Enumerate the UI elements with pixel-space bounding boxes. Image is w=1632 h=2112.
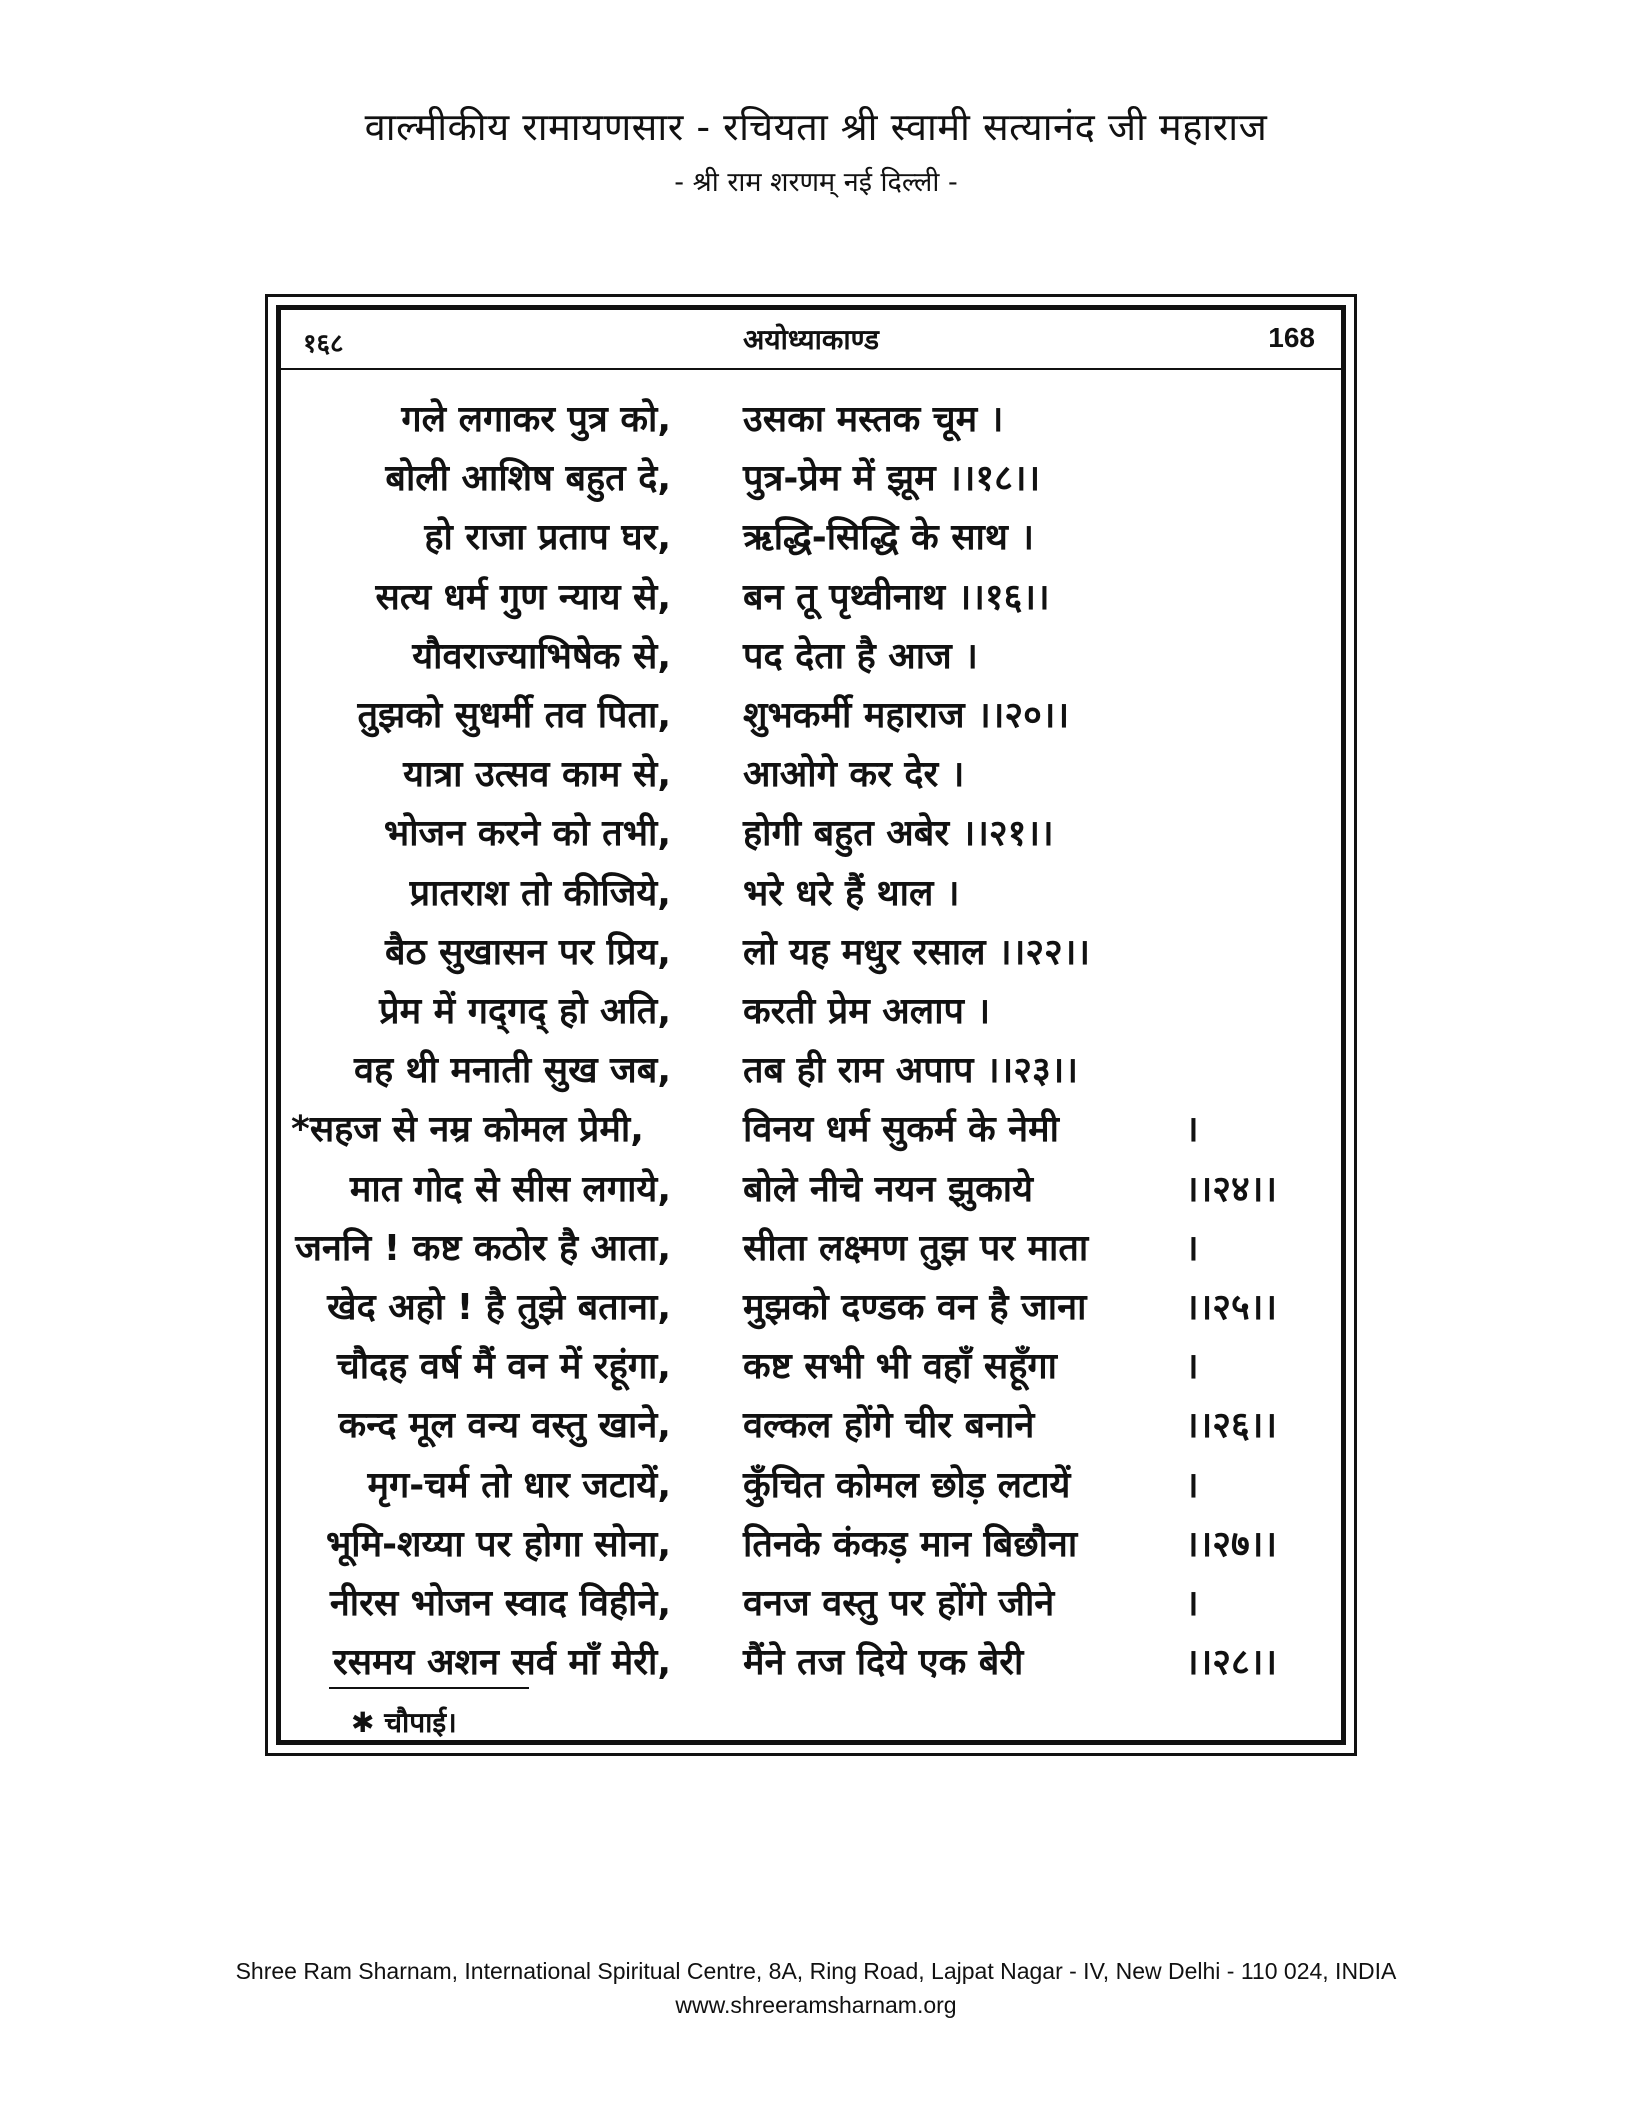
- verse-number: ।।२४।।: [1185, 1168, 1278, 1210]
- verse-number: ।।२५।।: [1185, 1287, 1278, 1328]
- verse-first-half: प्रेम में गद्‌गद् हो अति,: [379, 991, 671, 1032]
- verse-first-half: भोजन करने को तभी,: [383, 813, 671, 855]
- verse-second-half: कुँचित कोमल छोड़ लटायें: [743, 1464, 1071, 1506]
- verse-second-half: सीता लक्ष्मण तुझ पर माता: [743, 1227, 1089, 1269]
- verse-number: ।: [1185, 1227, 1199, 1269]
- verse-second-half: आओगे कर देर ।: [743, 754, 965, 796]
- verse-first-half: मात गोद से सीस लगाये,: [349, 1168, 671, 1210]
- verse-second-half: शुभकर्मी महाराज ।।२०।।: [743, 695, 1070, 736]
- verse-first-half: गले लगाकर पुत्र को,: [401, 399, 671, 440]
- page-header-row: [281, 310, 1341, 370]
- verse-line: [281, 1162, 1341, 1218]
- verse-line: [281, 570, 1341, 626]
- verse-line: [281, 1517, 1341, 1573]
- verse-line: [281, 1635, 1341, 1691]
- verse-second-half: भरे धरे हैं थाल ।: [743, 872, 960, 914]
- section-title: अयोध्याकाण्ड: [743, 323, 879, 356]
- verse-second-half: होगी बहुत अबेर ।।२१।।: [743, 813, 1054, 855]
- verse-first-half: बोली आशिष बहुत दे,: [385, 458, 671, 500]
- verse-number: ।: [1185, 1583, 1199, 1624]
- verse-line: [281, 629, 1341, 685]
- verse-first-half: *सहज से नम्र कोमल प्रेमी,: [291, 1109, 644, 1151]
- footnote-rule: [329, 1687, 529, 1689]
- verse-first-half: हो राजा प्रताप घर,: [424, 517, 671, 559]
- footnote: ✱ चौपाई।: [351, 1706, 457, 1739]
- verse-second-half: तिनके कंकड़ मान बिछौना: [743, 1523, 1078, 1565]
- page-number: 168: [1268, 322, 1315, 353]
- verse-line: [281, 925, 1341, 981]
- verse-line: [281, 688, 1341, 744]
- footer-address: Shree Ram Sharnam, International Spiritual Centre, 8A, Ring Road, Lajpat Nagar - IV, New Delhi - 110 024, INDIA: [235, 1958, 1397, 1984]
- verse-line: [281, 1280, 1341, 1336]
- verse-line: [281, 1339, 1341, 1395]
- verse-line: [281, 451, 1341, 507]
- page-frame-inner: [276, 305, 1346, 1745]
- verse-second-half: मुझको दण्डक वन है जाना: [743, 1287, 1087, 1328]
- verse-first-half: प्रातराश तो कीजिये,: [409, 872, 671, 914]
- verse-second-half: लो यह मधुर रसाल ।।२२।।: [743, 931, 1091, 973]
- verse-first-half: नीरस भोजन स्वाद विहीने,: [329, 1583, 671, 1624]
- verse-second-half: ऋद्धि-सिद्धि के साथ ।: [743, 517, 1035, 559]
- page-number-devanagari: १६८: [303, 329, 344, 359]
- verse-number: ।।२८।।: [1185, 1642, 1278, 1684]
- footer-website: www.shreeramsharnam.org: [675, 1992, 957, 2018]
- verse-number: ।: [1185, 1346, 1199, 1388]
- verse-first-half: सत्य धर्म गुण न्याय से,: [375, 576, 671, 618]
- verse-line: [281, 1576, 1341, 1632]
- verse-line: [281, 984, 1341, 1040]
- verse-second-half: मैंने तज दिये एक बेरी: [743, 1642, 1024, 1684]
- verse-number: ।।२६।।: [1185, 1405, 1278, 1447]
- verse-second-half: तब ही राम अपाप ।।२३।।: [743, 1050, 1078, 1092]
- verse-second-half: पद देता है आज ।: [743, 635, 978, 677]
- verse-line: [281, 866, 1341, 922]
- verse-line: [281, 392, 1341, 448]
- verse-first-half: कन्द मूल वन्य वस्तु खाने,: [338, 1405, 671, 1447]
- verse-first-half: यात्रा उत्सव काम से,: [403, 754, 671, 796]
- verse-line: [281, 510, 1341, 566]
- verse-second-half: वनज वस्तु पर होंगे जीने: [743, 1583, 1055, 1624]
- verse-first-half: चौदह वर्ष मैं वन में रहूंगा,: [336, 1346, 671, 1388]
- verse-second-half: उसका मस्तक चूम ।: [743, 399, 1004, 440]
- verse-first-half: मृग-चर्म तो धार जटायें,: [367, 1464, 671, 1506]
- verse-line: [281, 1043, 1341, 1099]
- verse-number: ।: [1185, 1464, 1199, 1506]
- verse-second-half: पुत्र-प्रेम में झूम ।।१८।।: [743, 458, 1041, 500]
- verse-first-half: बैठ सुखासन पर प्रिय,: [384, 931, 671, 973]
- verse-first-half: जननि ! कष्ट कठोर है आता,: [295, 1227, 671, 1269]
- verse-first-half: रसमय अशन सर्व माँ मेरी,: [332, 1642, 671, 1684]
- verse-number: ।।२७।।: [1185, 1523, 1278, 1565]
- verse-number: ।: [1185, 1109, 1199, 1151]
- verse-first-half: वह थी मनाती सुख जब,: [354, 1050, 671, 1092]
- verse-line: [281, 1102, 1341, 1158]
- verse-second-half: कष्ट सभी भी वहाँ सहूँगा: [743, 1346, 1057, 1388]
- verse-line: [281, 806, 1341, 862]
- verse-first-half: भूमि-शय्या पर होगा सोना,: [325, 1523, 671, 1565]
- verse-line: [281, 1398, 1341, 1454]
- verse-first-half: यौवराज्याभिषेक से,: [412, 635, 671, 677]
- verse-line: [281, 747, 1341, 803]
- verse-second-half: विनय धर्म सुकर्म के नेमी: [743, 1109, 1059, 1151]
- verse-line: [281, 1458, 1341, 1514]
- verse-second-half: वल्कल होंगे चीर बनाने: [743, 1405, 1035, 1447]
- document-title: वाल्मीकीय रामायणसार - रचियता श्री स्वामी सत्यानंद जी महाराज: [364, 105, 1268, 149]
- page-frame: [265, 294, 1357, 1756]
- document-subtitle: - श्री राम शरणम् नई दिल्ली -: [674, 167, 958, 198]
- verse-second-half: बोले नीचे नयन झुकाये: [743, 1168, 1033, 1210]
- verse-first-half: खेद अहो ! है तुझे बताना,: [327, 1287, 671, 1328]
- verse-second-half: करती प्रेम अलाप ।: [743, 991, 991, 1032]
- verse-line: [281, 1221, 1341, 1277]
- verse-first-half: तुझको सुधर्मी तव पिता,: [357, 695, 671, 736]
- verse-second-half: बन तू पृथ्वीनाथ ।।१६।।: [743, 576, 1050, 618]
